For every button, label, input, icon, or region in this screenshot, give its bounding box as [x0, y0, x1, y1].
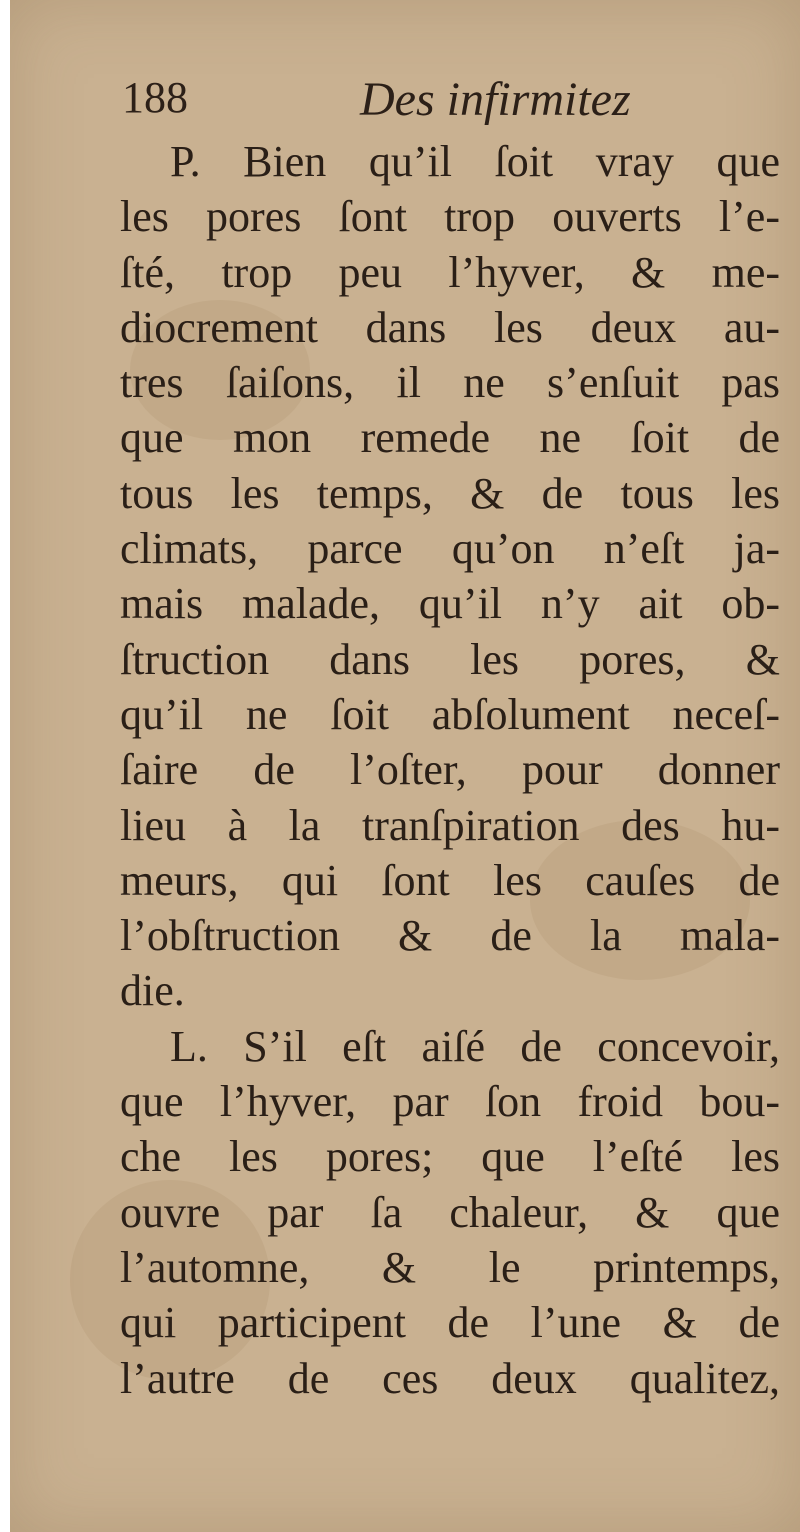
text-line: l’autre de ces deux qualitez,: [120, 1353, 780, 1403]
text-line: P. Bien qu’il ſoit vray que: [170, 137, 780, 186]
text-line: climats, parce qu’on n’eſt ja-: [120, 524, 780, 574]
text-line: ſaire de l’oſter, pour donner: [120, 745, 780, 795]
page-header: [10, 72, 800, 142]
text-line: que l’hyver, par ſon froid bou-: [120, 1077, 780, 1127]
text-line: l’obſtruction & de la mala-: [120, 911, 780, 961]
page-number: 188: [122, 73, 188, 122]
text-line: l’automne, & le printemps,: [120, 1242, 780, 1292]
text-line: diocrement dans les deux au-: [120, 302, 780, 352]
text-line: lieu à la tranſpiration des hu-: [120, 800, 780, 850]
text-line: ouvre par ſa chaleur, & que: [120, 1187, 780, 1237]
text-line: que mon remede ne ſoit de: [120, 413, 780, 463]
text-line: ſté, trop peu l’hyver, & me-: [120, 247, 780, 297]
text-line: L. S’il eſt aiſé de concevoir,: [170, 1021, 780, 1071]
paragraph: [120, 1019, 780, 1406]
text-line: meurs, qui ſont les cauſes de: [120, 855, 780, 905]
text-line: mais malade, qu’il n’y ait ob-: [120, 579, 780, 629]
running-title: Des infirmitez: [360, 73, 631, 126]
text-line: tres ſaiſons, il ne s’enſuit pas: [120, 358, 780, 408]
text-line: les pores ſont trop ouverts l’e-: [120, 192, 780, 242]
text-line: die.: [120, 966, 185, 1016]
body-text: [120, 134, 780, 1406]
text-line: che les pores; que l’eſté les: [120, 1132, 780, 1182]
text-line: ſtruction dans les pores, &: [120, 634, 780, 684]
text-line: qu’il ne ſoit abſolument neceſ-: [120, 689, 780, 739]
text-line: tous les temps, & de tous les: [120, 468, 780, 518]
paragraph: [120, 134, 780, 1019]
text-line: qui participent de l’une & de: [120, 1298, 780, 1348]
book-page: [10, 0, 800, 1532]
